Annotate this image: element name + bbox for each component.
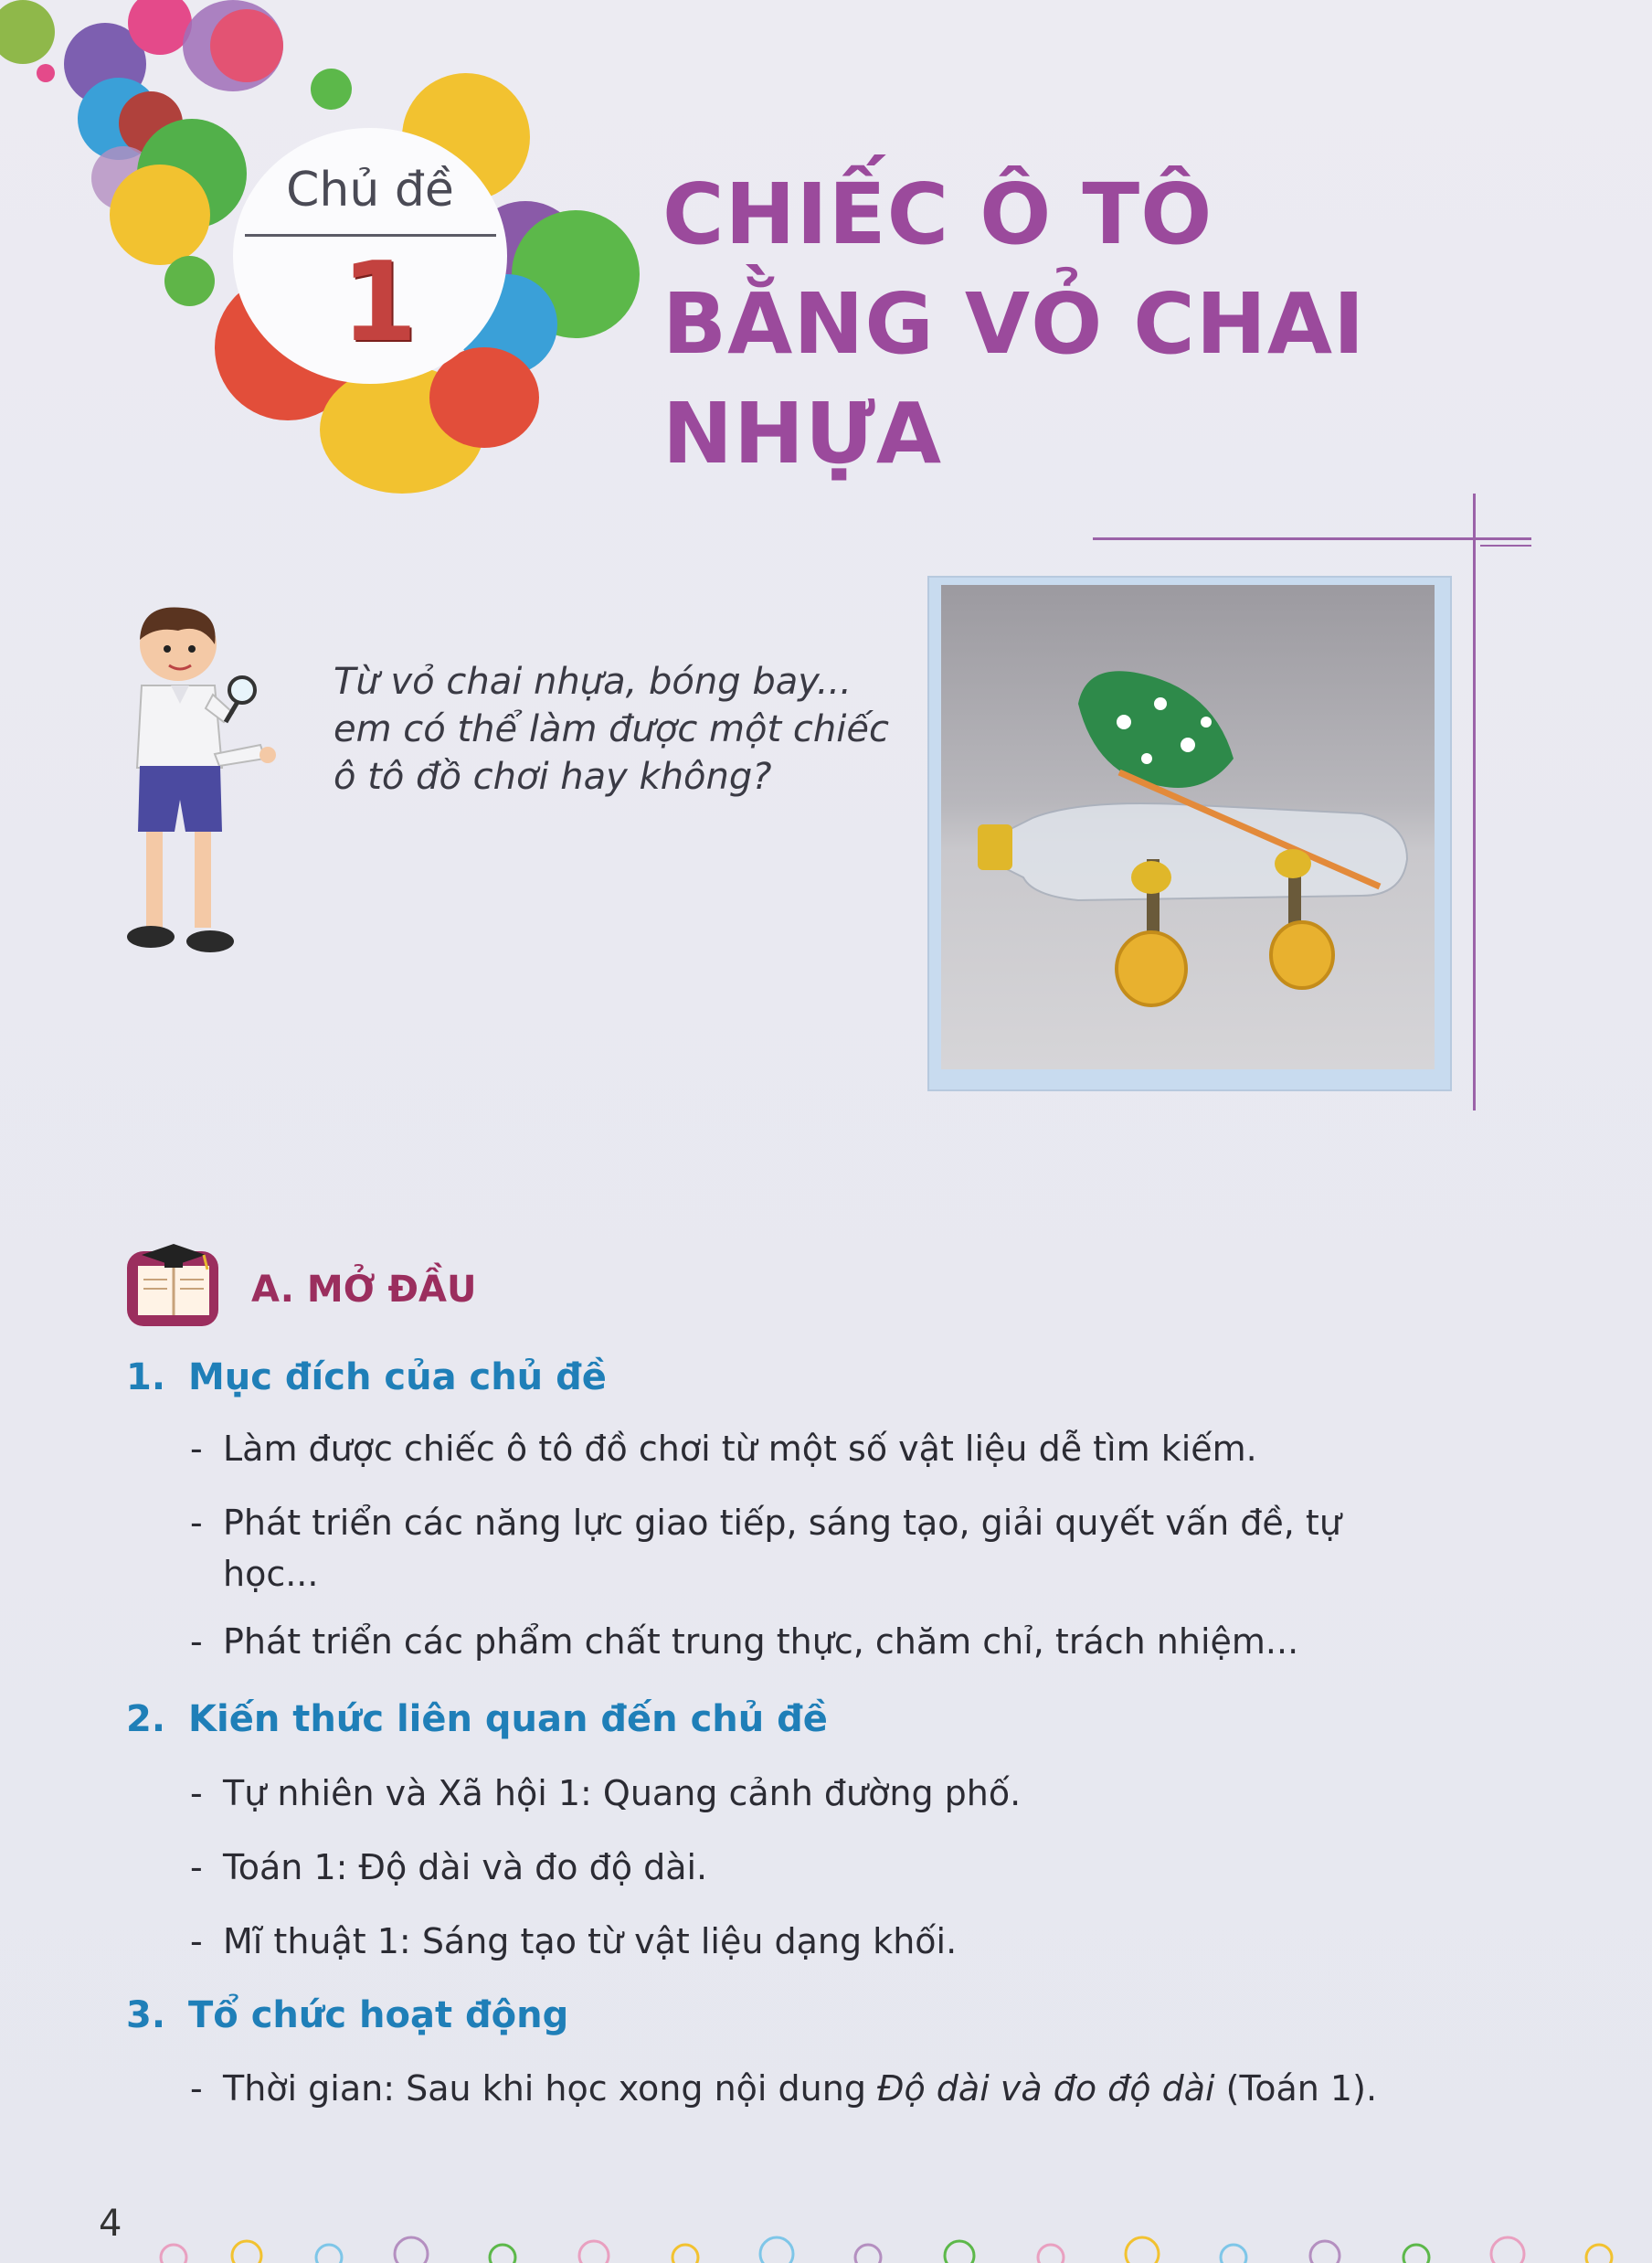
magnifier-icon	[229, 677, 255, 703]
chapter-divider	[245, 234, 496, 237]
book-icon	[123, 1238, 224, 1330]
subsection-number: 2.	[126, 1698, 166, 1740]
subsection-title: Tổ chức hoạt động	[188, 1994, 569, 2036]
subsection-1-heading	[126, 1356, 607, 1398]
question-line-2: em có thể làm được một chiếc	[334, 708, 889, 750]
section-a-title: A. MỞ ĐẦU	[251, 1269, 477, 1311]
subsection-2-heading	[126, 1698, 828, 1740]
question-line-1: Từ vỏ chai nhựa, bóng bay...	[334, 661, 852, 703]
page-number: 4	[99, 2203, 122, 2245]
subsection-title: Kiến thức liên quan đến chủ đề	[188, 1698, 828, 1740]
subsection-number: 1.	[126, 1356, 166, 1398]
frame-line	[1480, 545, 1531, 547]
list-item: - Phát triển các năng lực giao tiếp, sáng tạo, giải quyết vấn đề, tự học...	[190, 1503, 1341, 1594]
list-item: - Làm được chiếc ô tô đồ chơi từ một số vật liệu dễ tìm kiếm.	[190, 1429, 1257, 1469]
list-item: - Thời gian: Sau khi học xong nội dung Độ dài và đo độ dài (Toán 1).	[190, 2068, 1378, 2109]
page-title	[662, 160, 1631, 489]
bottle-car-photo	[941, 585, 1435, 1069]
title-line-1: CHIẾC Ô TÔ	[662, 165, 1213, 263]
list-item: - Toán 1: Độ dài và đo độ dài.	[190, 1847, 708, 1887]
chapter-label: Chủ đề	[286, 163, 454, 218]
frame-line	[1473, 494, 1476, 1110]
boy-illustration	[114, 603, 297, 969]
frame-line	[1093, 537, 1531, 540]
subsection-number: 3.	[126, 1994, 166, 2036]
subsection-title: Mục đích của chủ đề	[188, 1356, 607, 1398]
list-item: - Phát triển các phẩm chất trung thực, chăm chỉ, trách nhiệm...	[190, 1621, 1299, 1662]
list-item: - Mĩ thuật 1: Sáng tạo từ vật liệu dạng khối.	[190, 1921, 958, 1961]
decorative-footer	[137, 2230, 1636, 2263]
intro-question	[334, 658, 918, 801]
chapter-number: 1	[341, 239, 418, 367]
question-line-3: ô tô đồ chơi hay không?	[334, 756, 772, 798]
subsection-3-heading	[126, 1994, 568, 2036]
title-line-2: BẰNG VỎ CHAI NHỰA	[662, 275, 1366, 483]
list-item: - Tự nhiên và Xã hội 1: Quang cảnh đường phố.	[190, 1773, 1022, 1813]
